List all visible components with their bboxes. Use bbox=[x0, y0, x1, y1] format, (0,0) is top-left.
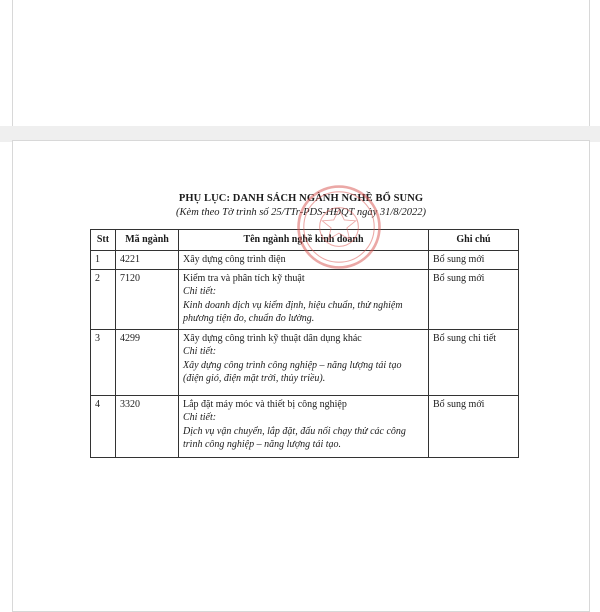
row-name: Xây dựng công trình điện bbox=[179, 251, 429, 270]
row-detail-label: Chi tiết: bbox=[183, 286, 217, 297]
row-detail-label: Chi tiết: bbox=[183, 412, 217, 423]
table-row bbox=[91, 251, 519, 270]
row-code: 3320 bbox=[116, 395, 179, 457]
header-code: Mã ngành bbox=[116, 230, 179, 251]
row-name-cell bbox=[179, 269, 429, 329]
row-stt: 1 bbox=[91, 251, 116, 270]
row-note: Bổ sung chi tiết bbox=[429, 329, 519, 395]
previous-page bbox=[12, 0, 590, 127]
row-note: Bổ sung mới bbox=[429, 251, 519, 270]
row-name: Kiểm tra và phân tích kỹ thuật bbox=[183, 272, 305, 284]
business-lines-table bbox=[90, 229, 519, 458]
row-note: Bổ sung mới bbox=[429, 395, 519, 457]
row-note: Bổ sung mới bbox=[429, 269, 519, 329]
table-row bbox=[91, 269, 519, 329]
row-stt: 2 bbox=[91, 269, 116, 329]
row-detail: Kinh doanh dịch vụ kiểm định, hiệu chuẩn, thử nghiệm phương tiện đo, chuẩn đo lường. bbox=[183, 299, 403, 324]
header-name: Tên ngành nghề kinh doanh bbox=[179, 230, 429, 251]
document-page bbox=[12, 140, 590, 612]
row-name-cell bbox=[179, 329, 429, 395]
page-subtitle: (Kèm theo Tờ trình số 25/TTr-PDS-HĐQT ngày 31/8/2022) bbox=[176, 207, 426, 218]
row-code: 4221 bbox=[116, 251, 179, 270]
row-detail: Dịch vụ vận chuyển, lắp đặt, đấu nối chạy thử các công trình công nghiệp – năng lượng tái tạo. bbox=[183, 425, 406, 450]
table-header-row bbox=[91, 230, 519, 251]
table-row bbox=[91, 329, 519, 395]
page-title: PHỤ LỤC: DANH SÁCH NGÀNH NGHỀ BỔ SUNG bbox=[178, 193, 424, 204]
row-name-cell bbox=[179, 395, 429, 457]
header-stt: Stt bbox=[91, 230, 116, 251]
row-code: 7120 bbox=[116, 269, 179, 329]
row-name: Lắp đặt máy móc và thiết bị công nghiệp bbox=[183, 398, 347, 410]
row-stt: 4 bbox=[91, 395, 116, 457]
row-detail: Xây dựng công trình công nghiệp – năng lượng tái tạo (điện gió, điện mặt trời, thủy triều). bbox=[183, 359, 402, 384]
row-detail-label: Chi tiết: bbox=[183, 346, 217, 357]
row-code: 4299 bbox=[116, 329, 179, 395]
header-note: Ghi chú bbox=[429, 230, 519, 251]
row-stt: 3 bbox=[91, 329, 116, 395]
table-row bbox=[91, 395, 519, 457]
row-name: Xây dựng công trình kỹ thuật dân dụng khác bbox=[183, 332, 362, 344]
